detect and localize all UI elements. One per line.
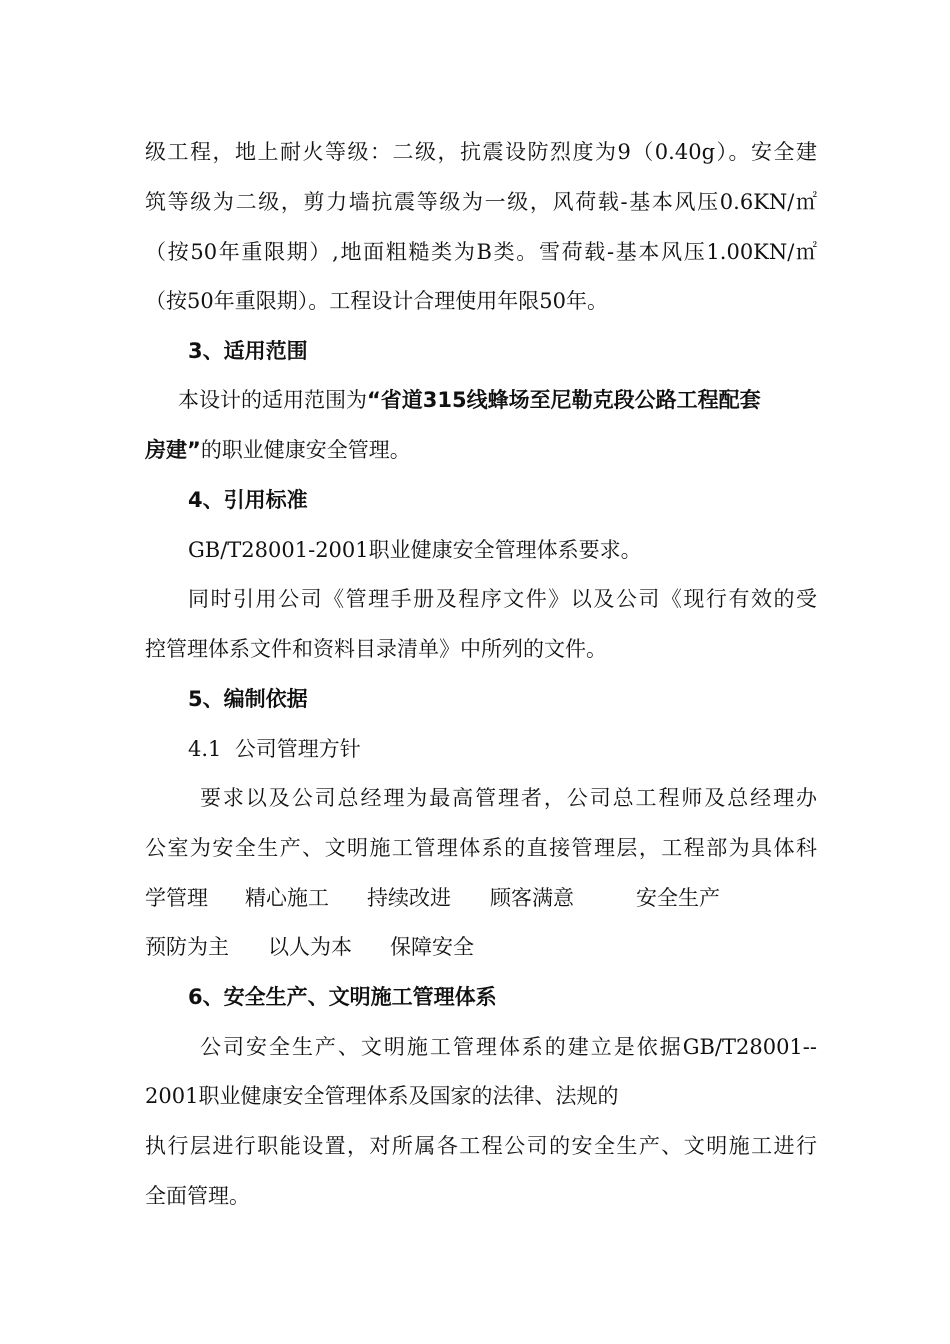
section-5-heading: 5、编制依据 <box>188 687 308 711</box>
policy-item: 精心施工 <box>245 886 329 910</box>
policy-item: 预防为主 <box>145 935 229 959</box>
intro-line-4: （按50年重限期）。工程设计合理使用年限50年。 <box>145 289 608 313</box>
system-line-3: 执行层进行职能设置，对所属各工程公司的安全生产、文明施工进行 <box>145 1134 817 1158</box>
intro-line-3: （按50年重限期）,地面粗糙类为B类。雪荷载-基本风压1.00KN/㎡ <box>145 240 817 264</box>
section-3-heading: 3、适用范围 <box>188 339 308 363</box>
reference-line-1: 同时引用公司《管理手册及程序文件》以及公司《现行有效的受 <box>188 587 817 611</box>
policy-para-line-2: 公室为安全生产、文明施工管理体系的直接管理层，工程部为具体科 <box>145 836 817 860</box>
intro-line-2: 筑等级为二级，剪力墙抗震等级为一级，风荷载-基本风压0.6KN/㎡ <box>145 190 817 214</box>
policy-item: 持续改进 <box>367 886 451 910</box>
project-name-part-2: 房建” <box>145 438 201 462</box>
policy-item: 保障安全 <box>390 935 474 959</box>
policy-item: 学管理 <box>145 886 208 910</box>
policy-item: 顾客满意 <box>490 886 574 910</box>
system-line-2: 2001职业健康安全管理体系及国家的法律、法规的 <box>145 1084 619 1108</box>
reference-line-2: 控管理体系文件和资料目录清单》中所列的文件。 <box>145 637 607 661</box>
project-name-part-1: “省道315线蜂场至尼勒克段公路工程配套 <box>367 388 761 412</box>
system-line-1: 公司安全生产、文明施工管理体系的建立是依据GB/T28001-- <box>200 1035 817 1059</box>
system-line-4: 全面管理。 <box>145 1184 250 1208</box>
scope-suffix: 的职业健康安全管理。 <box>200 438 411 462</box>
section-3-line-1 <box>178 385 761 415</box>
subsection-4-1: 4.1 公司管理方针 <box>188 737 361 761</box>
section-6-heading: 6、安全生产、文明施工管理体系 <box>188 985 497 1009</box>
policy-item: 安全生产 <box>636 886 720 910</box>
policy-para-line-1: 要求以及公司总经理为最高管理者，公司总工程师及总经理办 <box>200 786 817 810</box>
scope-prefix: 本设计的适用范围为 <box>178 388 367 412</box>
policy-item: 以人为本 <box>268 935 352 959</box>
standard-reference: GB/T28001-2001职业健康安全管理体系要求。 <box>188 538 642 562</box>
intro-line-1: 级工程，地上耐火等级：二级，抗震设防烈度为9（0.40g）。安全建 <box>145 140 817 164</box>
section-3-line-2 <box>145 435 411 465</box>
section-4-heading: 4、引用标准 <box>188 488 308 512</box>
